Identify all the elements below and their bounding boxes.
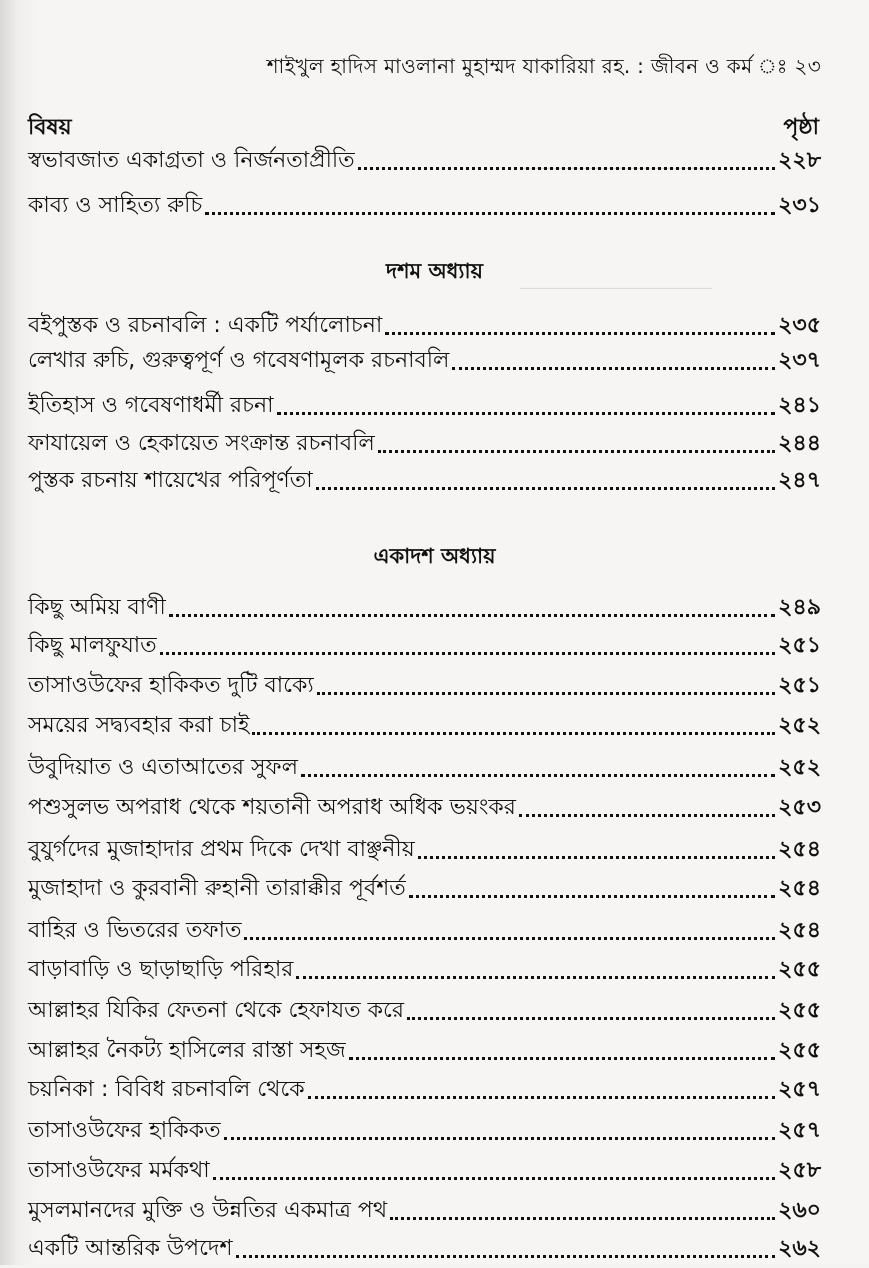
show-through-text: ________________________ bbox=[520, 150, 712, 169]
toc-entry-title: বাড়াবাড়ি ও ছাড়াছাড়ি পরিহার bbox=[28, 957, 294, 982]
dot-leader bbox=[236, 1255, 776, 1258]
toc-entry-page: ২৫২ bbox=[778, 755, 821, 780]
toc-entry-page: ২২৮ bbox=[778, 148, 821, 173]
dot-leader bbox=[252, 732, 775, 735]
page-column-heading: পৃষ্ঠা bbox=[783, 115, 819, 140]
toc-entry bbox=[28, 1033, 821, 1067]
toc-entry-page: ২৫৪ bbox=[778, 837, 821, 862]
toc-entry-page: ২৫৪ bbox=[778, 918, 821, 943]
toc-entry-title: কিছু মালফুযাত bbox=[28, 633, 157, 658]
toc-entry-title: সময়ের সদ্ব্যবহার করা চাই bbox=[28, 713, 250, 738]
toc-entry-title: আল্লাহর নৈকট্য হাসিলের রাস্তা সহজ bbox=[28, 1038, 346, 1063]
toc-entry-page: ২৫৫ bbox=[778, 957, 821, 982]
running-header: শাইখুল হাদিস মাওলানা মুহাম্মদ যাকারিয়া রহ. : জীবন ও কর্ম ঃ ২৩ bbox=[266, 54, 821, 78]
toc-entry bbox=[28, 913, 821, 947]
dot-leader bbox=[407, 1017, 775, 1020]
toc-entry-title: ফাযায়েল ও হেকায়েত সংক্রান্ত রচনাবলি bbox=[28, 431, 375, 456]
toc-entry bbox=[28, 388, 821, 422]
toc-entry-page: ২৩৫ bbox=[778, 313, 821, 338]
toc-entry bbox=[28, 343, 821, 377]
toc-entry bbox=[28, 1193, 821, 1227]
toc-entry bbox=[28, 871, 821, 905]
dot-leader bbox=[349, 1057, 775, 1060]
toc-entry bbox=[28, 1231, 821, 1265]
dot-leader bbox=[301, 774, 775, 777]
toc-entry-title: তাসাওউফের হাকিকত bbox=[28, 1118, 221, 1143]
toc-entry bbox=[28, 463, 821, 497]
toc-entry-page: ২৫১ bbox=[778, 633, 821, 658]
toc-entry-page: ২৫২ bbox=[778, 713, 821, 738]
toc-entry bbox=[28, 143, 821, 177]
toc-entry-title: কাব্য ও সাহিত্য রুচি bbox=[28, 193, 203, 218]
show-through-text: ________________________ bbox=[520, 270, 712, 289]
toc-entry-page: ২৫৭ bbox=[778, 1118, 821, 1143]
dot-leader bbox=[390, 1217, 775, 1220]
toc-entry-title: পুস্তক রচনায় শায়েখের পরিপূর্ণতা bbox=[28, 468, 313, 493]
toc-entry-page: ২৫৪ bbox=[778, 876, 821, 901]
dot-leader bbox=[452, 367, 775, 370]
dot-leader bbox=[385, 332, 775, 335]
toc-entry-title: স্বভাবজাত একাগ্রতা ও নির্জনতাপ্রীতি bbox=[28, 148, 355, 173]
toc-entry bbox=[28, 668, 821, 702]
dot-leader bbox=[316, 487, 776, 490]
toc-entry bbox=[28, 1113, 821, 1147]
toc-entry-title: পশুসুলভ অপরাধ থেকে শয়তানী অপরাধ অধিক ভয়ংকর bbox=[28, 795, 516, 820]
dot-leader bbox=[244, 937, 775, 940]
toc-entry bbox=[28, 790, 821, 824]
dot-leader bbox=[378, 450, 775, 453]
toc-entry-title: ইতিহাস ও গবেষণাধর্মী রচনা bbox=[28, 393, 274, 418]
toc-entry-page: ২৫৩ bbox=[778, 795, 821, 820]
toc-entry-page: ২৫৫ bbox=[778, 1038, 821, 1063]
toc-entry-page: ২৬০ bbox=[778, 1198, 821, 1223]
dot-leader bbox=[418, 856, 775, 859]
chapter-heading: দশম অধ্যায় bbox=[386, 259, 483, 283]
toc-entry-page: ২৫১ bbox=[778, 673, 821, 698]
toc-entry-title: বুযুর্গদের মুজাহাদার প্রথম দিকে দেখা বাঞ্ছনীয় bbox=[28, 837, 415, 862]
dot-leader bbox=[224, 1137, 775, 1140]
dot-leader bbox=[308, 1096, 775, 1099]
toc-entry-title: মুজাহাদা ও কুরবানী রুহানী তারাক্কীর পূর্বশর্ত bbox=[28, 876, 406, 901]
toc-entry-title: বইপুস্তক ও রচনাবলি : একটি পর্যালোচনা bbox=[28, 313, 383, 338]
toc-entry bbox=[28, 1153, 821, 1187]
toc-entry bbox=[28, 952, 821, 986]
toc-entry bbox=[28, 993, 821, 1027]
toc-entry-title: আল্লাহর যিকির ফেতনা থেকে হেফাযত করে bbox=[28, 998, 404, 1023]
toc-entry-page: ২৫৭ bbox=[778, 1077, 821, 1102]
dot-leader bbox=[169, 614, 775, 617]
dot-leader bbox=[277, 412, 776, 415]
toc-entry bbox=[28, 750, 821, 784]
toc-entry-page: ২৪৪ bbox=[778, 431, 821, 456]
toc-entry-page: ২৩৭ bbox=[778, 348, 821, 373]
dot-leader bbox=[519, 814, 775, 817]
subject-column-heading: বিষয় bbox=[28, 115, 72, 140]
dot-leader bbox=[205, 212, 775, 215]
dot-leader bbox=[409, 895, 775, 898]
toc-entry-page: ২৪৭ bbox=[778, 468, 821, 493]
toc-entry bbox=[28, 590, 821, 624]
dot-leader bbox=[160, 652, 776, 655]
toc-entry-title: একটি আন্তরিক উপদেশ bbox=[28, 1236, 233, 1261]
toc-entry-title: চয়নিকা : বিবিধ রচনাবলি থেকে bbox=[28, 1077, 305, 1102]
dot-leader bbox=[317, 692, 775, 695]
toc-entry-title: উবুদিয়াত ও এতাআতের সুফল bbox=[28, 755, 298, 780]
toc-entry-title: মুসলমানদের মুক্তি ও উন্নতির একমাত্র পথ bbox=[28, 1198, 388, 1223]
toc-entry-page: ২৫৫ bbox=[778, 998, 821, 1023]
toc-entry-page: ২৪৯ bbox=[778, 595, 821, 620]
toc-entry-title: লেখার রুচি, গুরুত্বপূর্ণ ও গবেষণামূলক রচনাবলি bbox=[28, 348, 450, 373]
toc-entry bbox=[28, 426, 821, 460]
toc-entry bbox=[28, 1072, 821, 1106]
toc-entry bbox=[28, 628, 821, 662]
dot-leader bbox=[213, 1177, 776, 1180]
toc-entry-title: তাসাওউফের হাকিকত দুটি বাক্যে bbox=[28, 673, 314, 698]
chapter-heading: একাদশ অধ্যায় bbox=[373, 544, 496, 568]
dot-leader bbox=[296, 976, 775, 979]
toc-entry-page: ২৪১ bbox=[778, 393, 821, 418]
toc-entry-page: ২৬২ bbox=[778, 1236, 821, 1261]
toc-entry bbox=[28, 308, 821, 342]
toc-entry-title: তাসাওউফের মর্মকথা bbox=[28, 1158, 210, 1183]
toc-entry-title: কিছু অমিয় বাণী bbox=[28, 595, 166, 620]
dot-leader bbox=[358, 167, 775, 170]
toc-entry-page: ২৫৮ bbox=[778, 1158, 821, 1183]
toc-entry bbox=[28, 708, 821, 742]
toc-entry-title: বাহির ও ভিতরের তফাত bbox=[28, 918, 242, 943]
toc-entry bbox=[28, 188, 821, 222]
toc-entry-page: ২৩১ bbox=[778, 193, 821, 218]
toc-entry bbox=[28, 832, 821, 866]
